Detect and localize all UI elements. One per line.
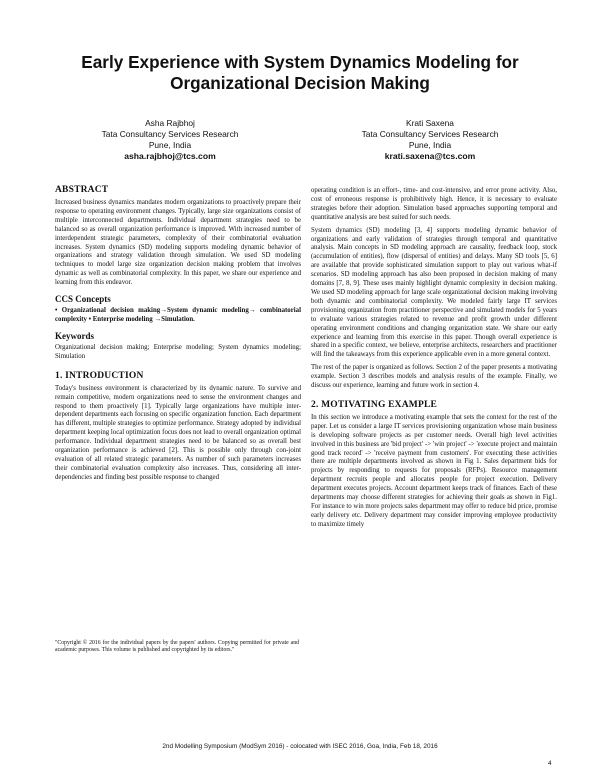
intro-paragraph: Today's business environment is characterized by its dynamic nature. To survive and remain competitive, modern organizations need to sense the environment changes and respond to them proactively [1]. Typically large organizations have multiple inter-dependent departments each focusing on specific organization function. Each department has different, multiple strategies to optimize performance. Strategy adopted by individual department keeping local optimization focus does not lead to overall organization optimal performance. Individual department strategies need to be balanced so as overall best organization performance is achieved [2]. This is possible only through con-joint evaluation of all related strategic parameters. As number of such parameters increases their combinatorial evaluation complexity also increases. Thus, considering all inter-dependencies and finding best possible response to changed [55, 384, 301, 481]
ccs-heading: CCS Concepts [55, 294, 111, 305]
page-footer: 2nd Modelling Symposium (ModSym 2016) - colocated with ISEC 2016, Goa, India, Feb 18, 2016 [162, 743, 438, 750]
author-name: Asha Rajbhoj [145, 118, 195, 128]
motivating-heading: 2. MOTIVATING EXAMPLE [311, 399, 438, 410]
paper-title: Early Experience with System Dynamics Modeling for Organizational Decision Making [81, 52, 519, 93]
author-block [300, 118, 560, 162]
intro-paragraph: System dynamics (SD) modeling [3, 4] supports modeling dynamic behavior of organizations and early validation of strategies through temporal and quantitative analysis. Main concepts in SD modeling approach are causality, feedback loop, stock (accumulation of entities), flow (dispersal of entities) and delays. Many SD tools [5, 6] are available that provide sophisticated simulation support to play out various what-if scenarios. SD modeling approach has also been proposed in decision making of many domains [7, 8, 9]. These uses mainly highlight dynamic complexity in decision making. We used SD modeling approach for large scale organizational decision making involving both dynamic and combinatorial complexity. We modeled fairly large IT services provisioning organization from practitioner perspective and simulated models for 5 years to evaluate various strategies related to revenue and profit growth under different operating environment conditions and changing organization state. We share our early experience and learning from this exercise in this paper. Though overall experience is shared in a specific context, we believe, enterprise architects, researchers and practitioner will find the takeaways from this experience applicable even in a more general context. [311, 226, 557, 359]
keywords-text: Organizational decision making; Enterprise modeling; System dynamics modeling; Simulation [55, 343, 301, 360]
ccs-text: • Organizational decision making→System dynamic modeling→ combinatorial complexity • Enterprise modeling →Simulation. [55, 307, 301, 323]
motivating-paragraph: In this section we introduce a motivating example that sets the context for the rest of the paper. Let us consider a large IT services provisioning organization whose main business is developing software projects as per customer needs. Overall high level activities involved in this business are 'bid project' -> 'win project' -> 'execute project and maintain good track record' -> 'receive payment from customers'. For executing these activities there are multiple departments involved as shown in Fig 1. Sales department bids for projects by responding to requests for proposals (RFPs). Resource management department recruits people and allocates people for project execution. Delivery department executes projects. Account department keeps track of finances. Each of these departments may choose different strategies for achieving their goals as shown in Fig1. For instance to win more projects sales department may offer to reduce bid price, promise early delivery etc. Delivery department may consider improving employee productivity to maximize timely [311, 413, 557, 528]
intro-paragraph: operating condition is an effort-, time- and cost-intensive, and error prone activity. Also, cost of erroneous response is prohibitively high. Hence, it is necessary to evaluate strategies before their adoption. Simulation based approaches supporting temporal and quantitative analysis are best suited for such needs. [311, 187, 557, 221]
left-column [55, 185, 301, 487]
author-org: Tata Consultancy Services Research [361, 129, 499, 139]
right-column [311, 187, 557, 534]
page-number: 4 [548, 760, 552, 767]
author-location: Pune, India [148, 140, 192, 150]
author-org: Tata Consultancy Services Research [101, 129, 239, 139]
author-email[interactable]: asha.rajbhoj@tcs.com [124, 151, 216, 161]
author-location: Pune, India [408, 140, 452, 150]
intro-heading: 1. INTRODUCTION [55, 370, 144, 381]
keywords-heading: Keywords [55, 330, 94, 341]
author-block [40, 118, 300, 162]
abstract-text: Increased business dynamics mandates modern organizations to proactively prepare their response to operating environment changes. Typically, large size organizations consist of multiple interconnected departments. Individual department strategies need to be balanced so as overall organization performance is improved. With increased number of interdependent strategic parameters, complexity of their combinatorial evaluation increases. System dynamics (SD) modeling supports modeling dynamic behavior of organizations and strategy validation through simulation. We used SD modeling techniques to model large size organization decision making problem that involves dynamic as well as combinatorial complexity. In this paper, we share our experience and learning from this endeavor. [55, 199, 301, 287]
copyright-notice: "Copyright © 2016 for the individual papers by the papers' authors. Copying permitted for private and academic purposes. This volume is published and copyrighted by its editors." [55, 640, 299, 654]
intro-paragraph: The rest of the paper is organized as follows. Section 2 of the paper presents a motivating example. Section 3 describes models and analysis results of the example. Finally, we discuss our experience, learning and future work in section 4. [311, 364, 557, 390]
author-email[interactable]: krati.saxena@tcs.com [384, 151, 476, 161]
author-name: Krati Saxena [406, 118, 454, 128]
abstract-heading: ABSTRACT [55, 185, 109, 195]
